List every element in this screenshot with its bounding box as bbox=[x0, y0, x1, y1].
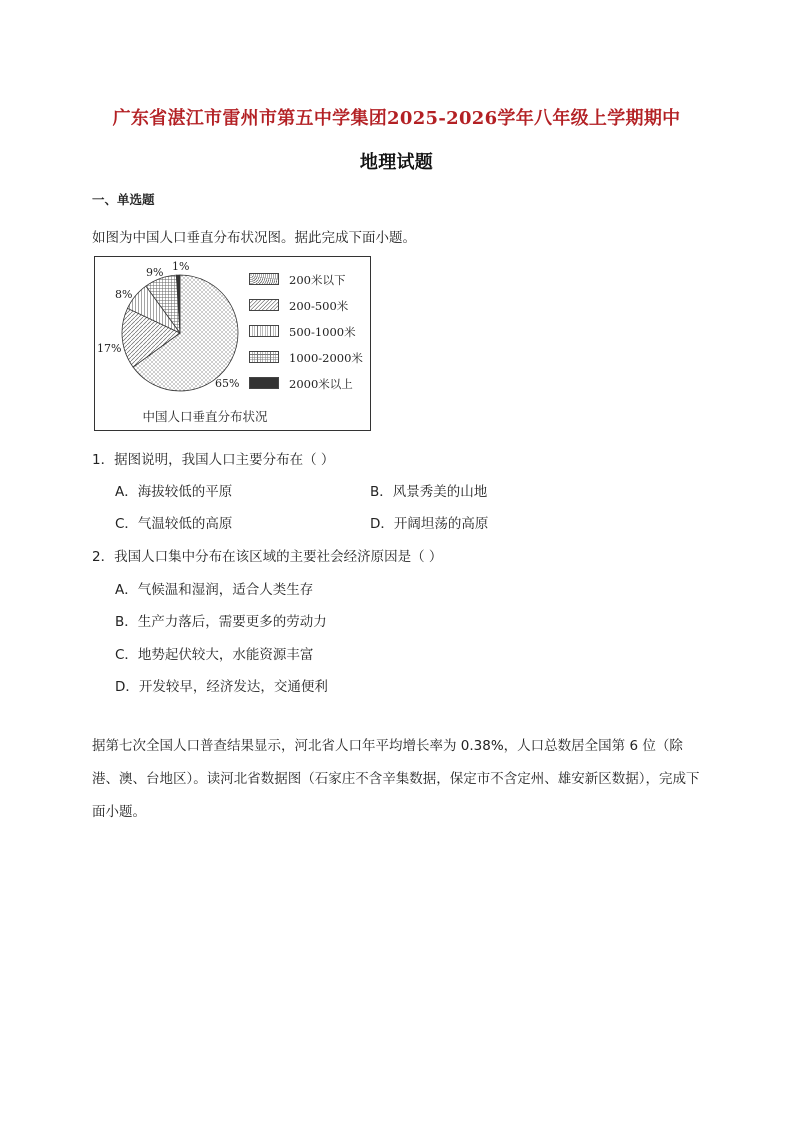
exam-title-line1: 广东省湛江市雷州市第五中学集团2025-2026学年八年级上学期期中 bbox=[112, 108, 681, 129]
q2-option-c[interactable]: C．地势起伏较大，水能资源丰富 bbox=[115, 647, 314, 663]
q1-option-c[interactable]: C．气温较低的高原 bbox=[115, 516, 233, 532]
q2-option-b[interactable]: B．生产力落后，需要更多的劳动力 bbox=[115, 614, 327, 630]
q1-option-a[interactable]: A．海拔较低的平原 bbox=[115, 484, 233, 500]
chart-caption: 中国人口垂直分布状况 bbox=[142, 409, 268, 424]
pct-label-200: 65% bbox=[215, 377, 240, 390]
legend-label: 500-1000米 bbox=[289, 325, 356, 339]
q2-option-a[interactable]: A．气候温和湿润，适合人类生存 bbox=[115, 582, 314, 598]
legend-label: 200-500米 bbox=[289, 299, 349, 313]
legend-label: 2000米以上 bbox=[289, 377, 353, 391]
legend-swatch-diagonal bbox=[249, 299, 279, 311]
section-heading: 一、单选题 bbox=[92, 192, 155, 207]
q1-option-d[interactable]: D．开阔坦荡的高原 bbox=[370, 516, 489, 532]
legend-item-200 bbox=[247, 271, 372, 287]
pct-label-1000-2000: 9% bbox=[146, 266, 164, 279]
pie-chart-figure bbox=[94, 256, 371, 431]
intro-text: 如图为中国人口垂直分布状况图。据此完成下面小题。 bbox=[92, 230, 416, 246]
exam-title-line2: 地理试题 bbox=[359, 152, 434, 173]
legend-item-1000-2000 bbox=[247, 349, 372, 365]
intro-paragraph-2: 据第七次全国人口普查结果显示，河北省人口年平均增长率为 0.38%，人口总数居全国第 6 位（除港、澳、台地区）。读河北省数据图（石家庄不含辛集数据，保定市不含定州、雄安新区数据），完成下面小题。 bbox=[92, 738, 700, 820]
legend-label: 200米以下 bbox=[289, 273, 346, 287]
pct-label-500-1000: 8% bbox=[115, 288, 133, 301]
q2-stem: 2．我国人口集中分布在该区域的主要社会经济原因是（ ） bbox=[92, 549, 443, 565]
legend-swatch-solid bbox=[249, 377, 279, 389]
q1-option-b[interactable]: B．风景秀美的山地 bbox=[370, 484, 488, 500]
legend-item-200-500 bbox=[247, 297, 372, 313]
legend-swatch-dots bbox=[249, 273, 279, 285]
legend-item-500-1000 bbox=[247, 323, 372, 339]
legend-swatch-vertical bbox=[249, 325, 279, 337]
legend-swatch-grid bbox=[249, 351, 279, 363]
legend-label: 1000-2000米 bbox=[289, 351, 363, 365]
pct-label-2000: 1% bbox=[172, 260, 190, 273]
pct-label-200-500: 17% bbox=[97, 342, 122, 355]
q2-option-d[interactable]: D．开发较早，经济发达，交通便利 bbox=[115, 679, 328, 695]
legend-item-2000 bbox=[247, 375, 372, 391]
q1-stem: 1．据图说明，我国人口主要分布在（ ） bbox=[92, 452, 335, 468]
